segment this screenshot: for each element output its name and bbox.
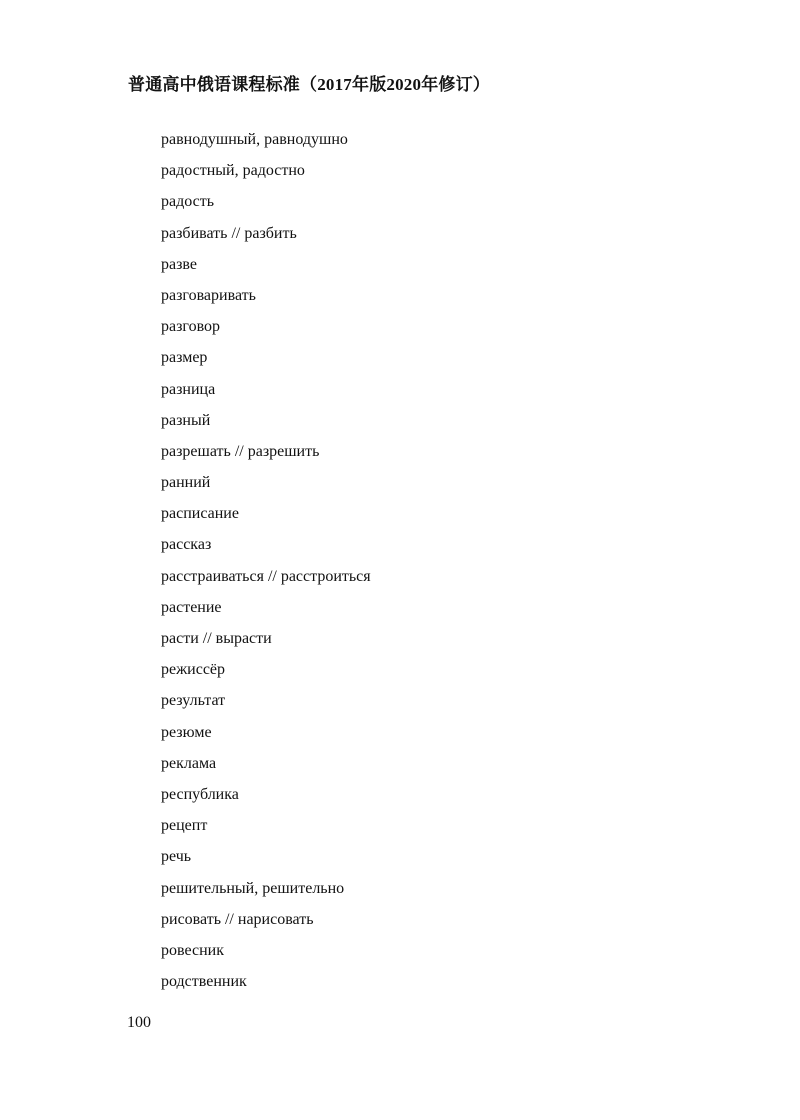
vocabulary-item: республика [161, 785, 239, 803]
vocabulary-item: разве [161, 255, 197, 273]
vocabulary-item: речь [161, 848, 192, 866]
vocabulary-item: разбивать // разбить [161, 224, 297, 242]
vocabulary-item: реклама [161, 754, 217, 772]
page-number: 100 [127, 1014, 151, 1031]
vocabulary-item: ровесник [161, 941, 224, 959]
vocabulary-item: рецепт [161, 817, 208, 835]
vocabulary-list [161, 128, 371, 1001]
vocabulary-item: резюме [161, 723, 212, 741]
vocabulary-item: рисовать // нарисовать [161, 910, 314, 928]
vocabulary-item: родственник [161, 973, 247, 991]
vocabulary-item: решительный, решительно [161, 879, 345, 897]
vocabulary-item: разговор [161, 318, 221, 336]
vocabulary-item: растение [161, 598, 222, 616]
vocabulary-item: разрешать // разрешить [161, 442, 320, 460]
vocabulary-item: ранний [161, 474, 211, 492]
running-header: 普通高中俄语课程标准（2017年版2020年修订） [128, 75, 490, 94]
vocabulary-item: рассказ [161, 536, 212, 554]
vocabulary-item: результат [161, 692, 226, 710]
vocabulary-item: радостный, радостно [161, 162, 305, 180]
vocabulary-item: радость [161, 193, 215, 211]
vocabulary-item: разница [161, 380, 216, 398]
vocabulary-item: разный [161, 411, 211, 429]
vocabulary-item: равнодушный, равнодушно [161, 131, 348, 148]
vocabulary-item: расти // вырасти [161, 630, 272, 647]
vocabulary-item: расписание [161, 505, 239, 523]
vocabulary-item: режиссёр [161, 661, 226, 679]
vocabulary-item: разговаривать [161, 286, 256, 304]
vocabulary-item: размер [161, 349, 208, 367]
vocabulary-item: расстраиваться // расстроиться [161, 567, 371, 585]
